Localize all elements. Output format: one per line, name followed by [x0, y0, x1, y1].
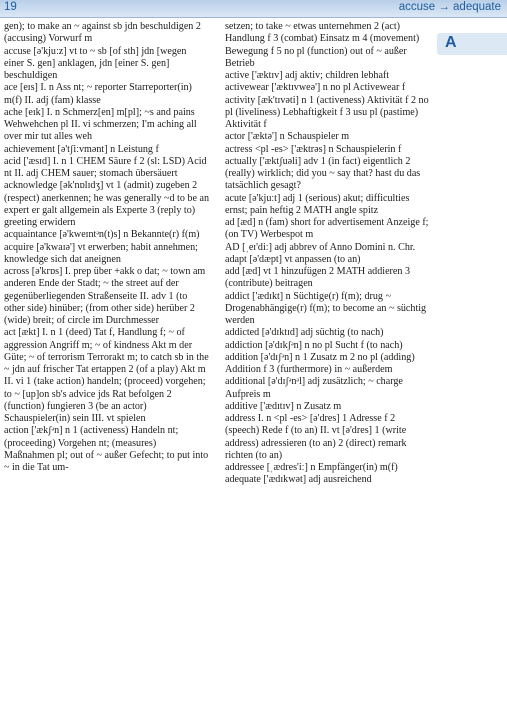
dictionary-entry-ad: ad [æd] n (fam) short for advertisement Anzeige f; (on TV) Werbespot m	[225, 217, 429, 241]
header-bar	[0, 0, 507, 18]
thumb-index-letter: A	[445, 34, 457, 51]
left-column	[4, 21, 209, 474]
dictionary-entry-ache: ache [eɪk] I. n Schmerz[en] m[pl]; ~s and pains Wehwehchen pl II. vi schmerzen; I'm aching all over mir tut alles weh	[4, 106, 197, 143]
dictionary-entry-acquire: acquire [ə'kwaɪə'] vt erwerben; habit annehmen; knowledge sich dat aneignen	[4, 241, 198, 265]
dictionary-entry-achievement: achievement [ə'tʃiːvmənt] n Leistung f	[4, 143, 159, 155]
dictionary-entry-addicted: addicted [ə'dɪktɪd] adj süchtig (to nach)	[225, 327, 384, 339]
dictionary-entry-adapt: adapt [ə'dæpt] vt anpassen (to an)	[225, 253, 361, 265]
dictionary-entry-add: add [æd] vt 1 hinzufügen 2 MATH addieren 3 (contribute) beitragen	[225, 266, 411, 290]
dictionary-entry-active: active ['æktɪv] adj aktiv; children lebhaft	[225, 70, 390, 81]
dictionary-entry-additive: additive ['ædɪtɪv] n Zusatz m	[225, 400, 342, 412]
dictionary-entry-actually: actually ['æktʃuəli] adv 1 (in fact) eigentlich 2 (really) wirklich; did you ~ say that? hast du das tatsächlich gesagt?	[225, 155, 421, 192]
dictionary-entry-continued: setzen; to take ~ etwas unternehmen 2 (act) Handlung f 3 (combat) Einsatz m 4 (movement) Bewegung f 5 no pl (function) out of ~ außer Betrieb	[225, 21, 420, 69]
dictionary-entry-activewear: activewear ['æktɪvweə'] n no pl Activewear f	[225, 82, 406, 94]
dictionary-entry-addressee: addressee [ˌædres'iː] n Empfänger(in) m(f)	[225, 462, 398, 473]
right-column	[225, 21, 430, 487]
dictionary-entry-act: act [ækt] I. n 1 (deed) Tat f, Handlung f; ~ of aggression Angriff m; ~ of kindness Akt m der Güte; ~ of terrorism Terrorakt m; to catch sb in the ~ jdn auf frischer Tat ertappen 2 (of a play) Akt m II. vi 1 (take action) handeln; (proceed) vorgehen; to ~ [up]on sb's advice jds Rat befolgen 2 (function) fungieren 3 (be an actor) Schauspieler(in) sein III. vt spielen	[4, 327, 209, 424]
dictionary-entry-actress: actress <pl -es> ['æktrəs] n Schauspielerin f	[225, 143, 402, 155]
thumb-index-tab	[437, 33, 507, 55]
dictionary-entry-addiction: addiction [ə'dɪkʃᵊn] n no pl Sucht f (to nach)	[225, 339, 403, 351]
guide-words: accuse → adequate	[398, 1, 501, 13]
dictionary-entry-acquaintance: acquaintance [ə'kweɪntᵊn(t)s] n Bekannte(r) f(m)	[4, 229, 200, 241]
dictionary-entry-addition: addition [ə'dɪʃᵊn] n 1 Zusatz m 2 no pl (adding) Addition f 3 (furthermore) in ~ außerdem	[225, 351, 415, 375]
dictionary-entry: gen); to make an ~ against sb jdn beschuldigen 2 (accusing) Vorwurf m	[4, 21, 201, 45]
dictionary-entry-acute: acute [ə'kjuːt] adj 1 (serious) akut; difficulties ernst; pain heftig 2 MATH angle spitz	[225, 192, 410, 216]
dictionary-entry-actor: actor ['æktə'] n Schauspieler m	[225, 131, 350, 143]
dictionary-entry-accuse: accuse [ə'kjuːz] vt to ~ sb [of sth] jdn [wegen einer S. gen] anklagen, jdn [einer S. gen] beschuldigen	[4, 45, 187, 81]
dictionary-entry-acknowledge: acknowledge [ək'nɒlɪdʒ] vt 1 (admit) zugeben 2 (respect) anerkennen; he was generally ~d to be an expert er galt allgemein als Experte 3 (reply to) greeting erwidern	[4, 180, 209, 228]
dictionary-entry-acid: acid ['æsɪd] I. n 1 CHEM Säure f 2 (sl: LSD) Acid nt II. adj CHEM sauer; stomach übersäuert	[4, 155, 207, 179]
dictionary-entry-action: action ['ækʃᵊn] n 1 (activeness) Handeln nt; (proceeding) Vorgehen nt; (measures) Maßnahmen pl; out of ~ außer Gefecht; to put into ~ in die Tat um-	[4, 425, 209, 473]
dictionary-entry-ace: ace [eɪs] I. n Ass nt; ~ reporter Starreporter(in) m(f) II. adj (fam) klasse	[4, 82, 192, 106]
dictionary-entry-additional: additional [ə'dɪʃᵊnᵊl] adj zusätzlich; ~ charge Aufpreis m	[225, 376, 403, 400]
dictionary-entry-adequate: adequate ['ædɪkwət] adj ausreichend	[225, 474, 372, 486]
dictionary-entry-addict: addict ['ædɪkt] n Süchtige(r) f(m); drug ~ Drogenabhängige(r) f(m); to become an ~ süchtig werden	[225, 290, 427, 326]
dictionary-entry-activity: activity [æk'tɪvəti] n 1 (activeness) Aktivität f 2 no pl (liveliness) Lebhaftigkeit f 3 usu pl (pastime) Aktivität f	[225, 94, 429, 130]
page-number: 19	[4, 1, 17, 13]
dictionary-entry-AD: AD [ˌeɪ'diː] adj abbrev of Anno Domini n. Chr.	[225, 241, 416, 253]
dictionary-entry-across: across [ə'krɒs] I. prep über +akk o dat; ~ town am anderen Ende der Stadt; ~ the street auf der gegenüberliegenden Straßenseite II. adv 1 (to other side) hinüber; (from other side) herüber 2 (wide) breit; of circle im Durchmesser	[4, 266, 206, 326]
dictionary-entry-address: address I. n <pl -es> [ə'dres] 1 Adresse f 2 (speech) Rede f (to an) II. vt [ə'dres] 1 (write address) adressieren (to an) 2 (direct) remark richten (to an)	[225, 413, 407, 461]
